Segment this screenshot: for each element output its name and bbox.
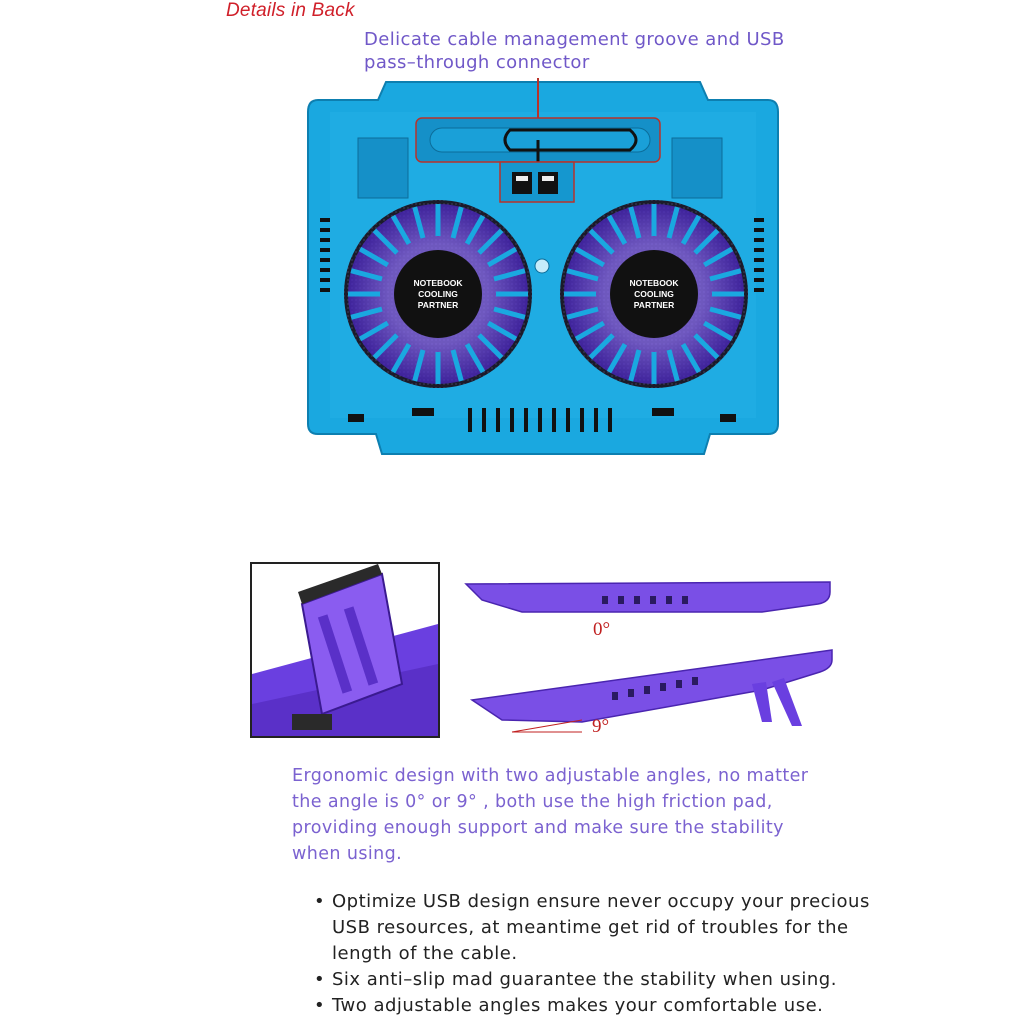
- svg-text:NOTEBOOK: NOTEBOOK: [413, 278, 463, 288]
- cable-caption: Delicate cable management groove and USB pass–through connector: [364, 29, 785, 73]
- cooling-pad-back-image: [300, 78, 784, 466]
- svg-text:PARTNER: PARTNER: [417, 300, 459, 310]
- ergonomic-description: Ergonomic design with two adjustable angles, no matter the angle is 0° or 9° , both use the high friction pad, providing enough support and make sure the stability when using.: [292, 766, 809, 864]
- angle-label-raised: 9°: [592, 716, 610, 737]
- svg-text:COOLING: COOLING: [418, 289, 458, 299]
- list-item: • Six anti–slip mad guarantee the stability when using.: [314, 967, 874, 993]
- feature-list: [314, 889, 874, 1019]
- list-item: • Optimize USB design ensure never occupy your precious USB resources, at meantime get rid of troubles for the length of the cable.: [314, 889, 874, 967]
- angle-views-image: [462, 572, 842, 742]
- list-item: • Two adjustable angles makes your comfortable use.: [314, 993, 874, 1019]
- angle-label-flat: 0°: [593, 619, 611, 640]
- section-title: Details in Back: [226, 0, 355, 21]
- svg-text:PARTNER: PARTNER: [633, 300, 675, 310]
- stand-closeup-image: [250, 562, 440, 738]
- svg-text:COOLING: COOLING: [634, 289, 674, 299]
- svg-text:NOTEBOOK: NOTEBOOK: [629, 278, 679, 288]
